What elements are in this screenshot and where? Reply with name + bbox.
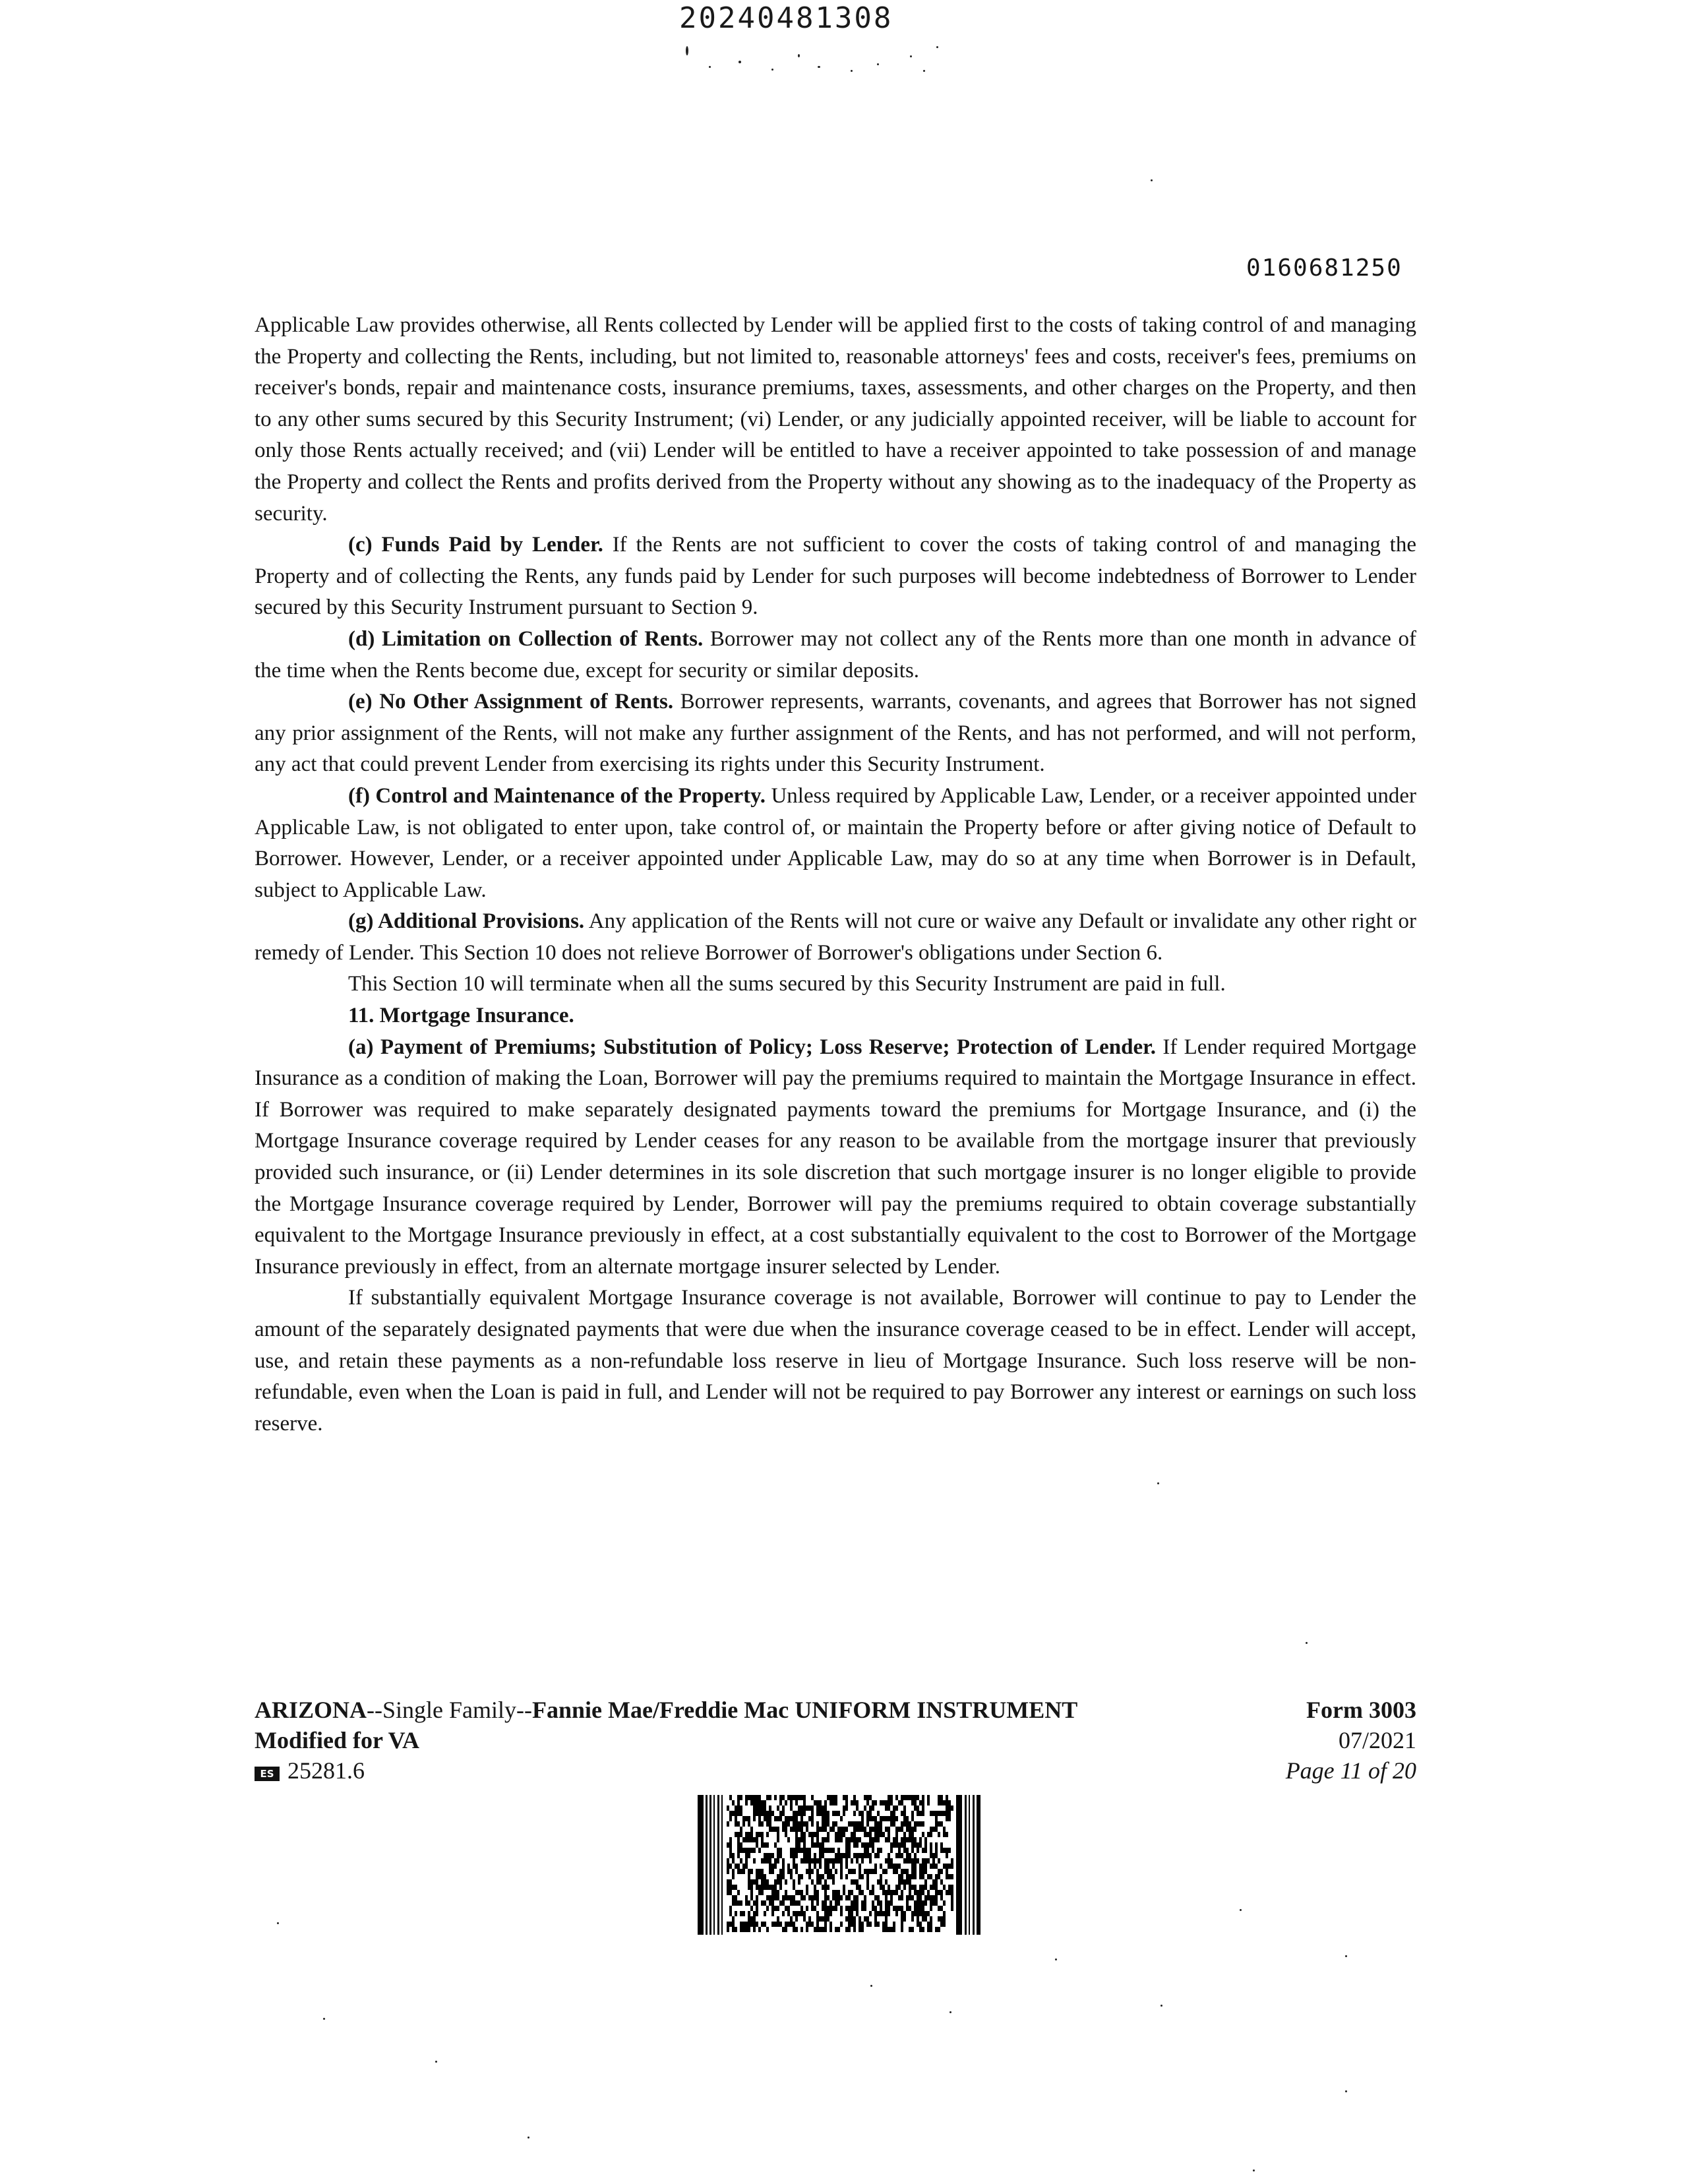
paragraph-section-termination: This Section 10 will terminate when all the sums secured by this Security Instrument are paid in full. [348, 972, 1226, 996]
paragraph-rents-application: Applicable Law provides otherwise, all Rents collected by Lender will be applied first to the costs of taking control of and managing the Property and collecting the Rents, including, but not limited to, reasonable attorneys' fees and costs, receiver's fees, premiums on receiver's bonds, repair and maintenance costs, insurance premiums, taxes, assessments, and other charges on the Property, and then to any other sums secured by this Security Instrument; (vi) Lender, or any judicially appointed receiver, will be liable to account for only those Rents actually received; and (vii) Lender will be entitled to have a receiver appointed to take possession of and manage the Property and collect the Rents and profits derived from the Property without any showing as to the inadequacy of the Property as security. [255, 313, 1416, 526]
paragraph-no-other-assignment [255, 686, 1416, 781]
text-funds-paid: If the Rents are not sufficient to cover the costs of taking control of and managing the Property and of collecting the Rents, any funds paid by Lender for such purposes will become indebtedness of Borrower to Lender secured by this Security Instrument pursuant to Section 9. [255, 533, 1416, 620]
heading-control-maintenance: (f) Control and Maintenance of the Property. [348, 783, 766, 808]
footer-right [1286, 1695, 1416, 1786]
text-additional-provisions: Any application of the Rents will not cure or waive any Default or invalidate any other right or remedy of Lender. This Section 10 does not relieve Borrower of Borrower's obligations under Section 6. [255, 909, 1416, 965]
text-payment-of-premiums: If Lender required Mortgage Insurance as a condition of making the Loan, Borrower will pay the premiums required to maintain the Mortgage Insurance in effect. If Borrower was required to make separately designated payments toward the premiums for Mortgage Insurance, and (i) the Mortgage Insurance coverage required by Lender ceases for any reason to be available from the mortgage insurer that previously provided such insurance, or (ii) Lender determines in its sole discretion that such mortgage insurer is no longer eligible to provide the Mortgage Insurance coverage required by Lender, Borrower will pay the premiums required to obtain coverage substantially equivalent to the Mortgage Insurance previously in effect, at a cost substantially equivalent to the cost to Borrower of the Mortgage Insurance previously in effect, from an alternate mortgage insurer selected by Lender. [255, 1035, 1417, 1279]
document-body [255, 310, 1416, 1440]
paragraph-payment-of-premiums [255, 1032, 1416, 1283]
footer-left [255, 1695, 1077, 1786]
footer-page-number: Page 11 of 20 [1285, 1757, 1416, 1784]
heading-funds-paid: (c) Funds Paid by Lender. [348, 533, 603, 557]
paragraph-funds-paid [255, 530, 1416, 624]
footer-instrument-line [255, 1695, 1077, 1725]
footer-modified: Modified for VA [255, 1727, 420, 1753]
form-vendor-logo-icon: ES [255, 1767, 280, 1781]
recording-number: 20240481308 [679, 1, 893, 35]
paragraph-control-maintenance [255, 781, 1416, 906]
footer-state: ARIZONA [255, 1697, 367, 1723]
section-11-heading [255, 1000, 1416, 1032]
footer-doc-code-line [255, 1755, 1077, 1786]
text-limitation: Borrower may not collect any of the Rents more than one month in advance of the time when the Rents become due, except for security or similar deposits. [255, 626, 1417, 682]
footer-instrument: Fannie Mae/Freddie Mac UNIFORM INSTRUMENT [531, 1697, 1078, 1723]
text-control-maintenance: Unless required by Applicable Law, Lender, or a receiver appointed under Applicable Law, is not obligated to enter upon, take control of, or maintain the Property before or after giving notice of Default to Borrower. However, Lender, or a receiver appointed under Applicable Law, may do so at any time when Borrower is in Default, subject to Applicable Law. [255, 783, 1417, 902]
footer-separator: --Single Family-- [367, 1697, 532, 1723]
footer-doc-code: 25281.6 [287, 1757, 365, 1784]
text-no-other-assignment: Borrower represents, warrants, covenants, and agrees that Borrower has not signed any prior assignment of the Rents, will not make any further assignment of the Rents, and has not performed, and will not perform, any act that could prevent Lender from exercising its rights under this Security Instrument. [255, 690, 1416, 777]
heading-additional-provisions: (g) Additional Provisions. [348, 909, 585, 934]
heading-limitation: (d) Limitation on Collection of Rents. [348, 626, 704, 651]
paragraph-limitation [255, 624, 1416, 686]
footer-form-date: 07/2021 [1338, 1727, 1416, 1753]
loan-number: 0160681250 [1246, 255, 1402, 282]
paragraph-additional-provisions [255, 906, 1416, 969]
heading-payment-of-premiums: (a) Payment of Premiums; Substitution of Policy; Loss Reserve; Protection of Lender. [348, 1035, 1156, 1059]
heading-mortgage-insurance: 11. Mortgage Insurance. [348, 1004, 574, 1028]
pdf417-barcode [698, 1795, 981, 1935]
paragraph-loss-reserve: If substantially equivalent Mortgage Insurance coverage is not available, Borrower will continue to pay to Lender the amount of the separately designated payments that were due when the insurance coverage ceased to be in effect. Lender will accept, use, and retain these payments as a non-refundable loss reserve in lieu of Mortgage Insurance. Such loss reserve will be non-refundable, even when the Loan is paid in full, and Lender will not be required to pay Borrower any interest or earnings on such loss reserve. [255, 1286, 1416, 1436]
heading-no-other-assignment: (e) No Other Assignment of Rents. [348, 690, 674, 714]
footer-form-number: Form 3003 [1306, 1697, 1416, 1723]
